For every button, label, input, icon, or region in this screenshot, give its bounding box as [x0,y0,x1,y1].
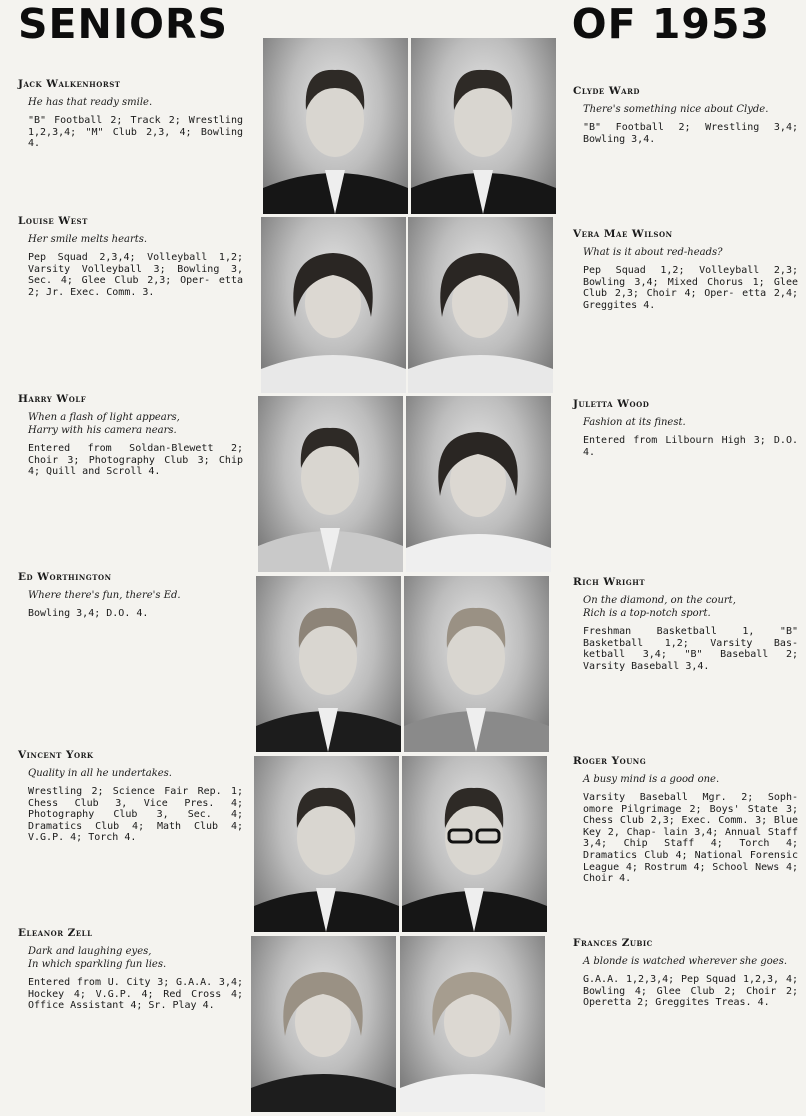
senior-name: Clyde Ward [573,85,641,97]
senior-activities: Freshman Basketball 1, "B" Basketball 1,2; Varsity Bas- ketball 3,4; "B" Baseball 2; Varsity Baseball 3,4. [583,626,798,672]
senior-name: Vera Mae Wilson [573,228,673,240]
senior-entry [18,927,243,1012]
senior-activities: Entered from U. City 3; G.A.A. 3,4; Hockey 4; V.G.P. 4; Red Cross 4; Office Assistant 4; Sr. Play 4. [28,977,243,1012]
senior-name: Vincent York [18,749,94,761]
senior-entry [573,228,798,311]
senior-quote: Quality in all he undertakes. [28,768,172,779]
senior-entry [18,78,243,150]
senior-quote: Dark and laughing eyes, In which sparkling fun lies. [28,946,167,970]
senior-activities: Wrestling 2; Science Fair Rep. 1; Chess Club 3, Vice Pres. 4; Photography Club 3, Sec. 4; Dramatics Club 4; Math Club 4; V.G.P. 4; Torch 4. [28,786,243,844]
senior-name: Roger Young [573,755,647,767]
senior-name: Eleanor Zell [18,927,93,939]
portrait-photo [408,217,553,393]
senior-name: Jack Walkenhorst [18,78,121,90]
senior-entry [573,576,798,672]
senior-quote: What is it about red-heads? [583,247,723,258]
senior-name: Louise West [18,215,88,227]
senior-quote: There's something nice about Clyde. [583,104,769,115]
portrait-photo [261,217,406,393]
senior-activities: "B" Football 2; Track 2; Wrestling 1,2,3,4; "M" Club 2,3, 4; Bowling 4. [28,115,243,150]
senior-quote: Her smile melts hearts. [28,234,148,245]
senior-activities: "B" Football 2; Wrestling 3,4; Bowling 3,4. [583,122,798,145]
portrait-photo [406,396,551,572]
portrait-photo [251,936,396,1112]
senior-entry [573,937,798,1009]
senior-quote: When a flash of light appears, Harry with his camera nears. [28,412,180,436]
portrait-photo [411,38,556,214]
senior-activities: Pep Squad 2,3,4; Volleyball 1,2; Varsity Volleyball 3; Bowling 3, Sec. 4; Glee Club 2,3; Oper- etta 2; Jr. Exec. Comm. 3. [28,252,243,298]
senior-entry [18,393,243,478]
senior-quote: A busy mind is a good one. [583,774,720,785]
portrait-photo [402,756,547,932]
senior-quote: Where there's fun, there's Ed. [28,590,181,601]
senior-name: Ed Worthington [18,571,112,583]
senior-activities: Entered from Soldan-Blewett 2; Choir 3; Photography Club 3; Chip 4; Quill and Scroll 4. [28,443,243,478]
portrait-photo [254,756,399,932]
senior-quote: Fashion at its finest. [583,417,686,428]
senior-name: Juletta Wood [573,398,650,410]
senior-name: Harry Wolf [18,393,87,405]
senior-name: Frances Zubic [573,937,653,949]
senior-quote: A blonde is watched wherever she goes. [583,956,788,967]
senior-entry [573,85,798,145]
senior-entry [18,571,243,620]
senior-entry [573,755,798,885]
senior-entry [573,398,798,458]
senior-activities: Pep Squad 1,2; Volleyball 2,3; Bowling 3,4; Mixed Chorus 1; Glee Club 2,3; Choir 4; Oper- etta 2,4; Greggites 4. [583,265,798,311]
portrait-photo [263,38,408,214]
senior-activities: Bowling 3,4; D.O. 4. [28,608,149,619]
page-heading-year: OF 1953 [571,0,770,48]
senior-entry [18,215,243,298]
senior-quote: He has that ready smile. [28,97,153,108]
senior-name: Rich Wright [573,576,646,588]
portrait-photo [404,576,549,752]
senior-activities: Varsity Baseball Mgr. 2; Soph- omore Pilgrimage 2; Boys' State 3; Chess Club 2,3; Exec. Comm. 3; Blue Key 2, Chap- lain 3,4; Annual Staff 3,4; Chip Staff 4; Torch 4; Dramatics Club 4; National Forensic League 4; Rostrum 4; School News 4; Choir 4. [583,792,798,885]
portrait-photo [400,936,545,1112]
portrait-photo [258,396,403,572]
senior-activities: G.A.A. 1,2,3,4; Pep Squad 1,2,3, 4; Bowling 4; Glee Club 2; Choir 2; Operetta 2; Greggites Treas. 4. [583,974,798,1009]
senior-entry [18,749,243,844]
page-heading-seniors: SENIORS [18,0,229,48]
senior-activities: Entered from Lilbourn High 3; D.O. 4. [583,435,798,458]
portrait-photo [256,576,401,752]
senior-quote: On the diamond, on the court, Rich is a top-notch sport. [583,595,736,619]
